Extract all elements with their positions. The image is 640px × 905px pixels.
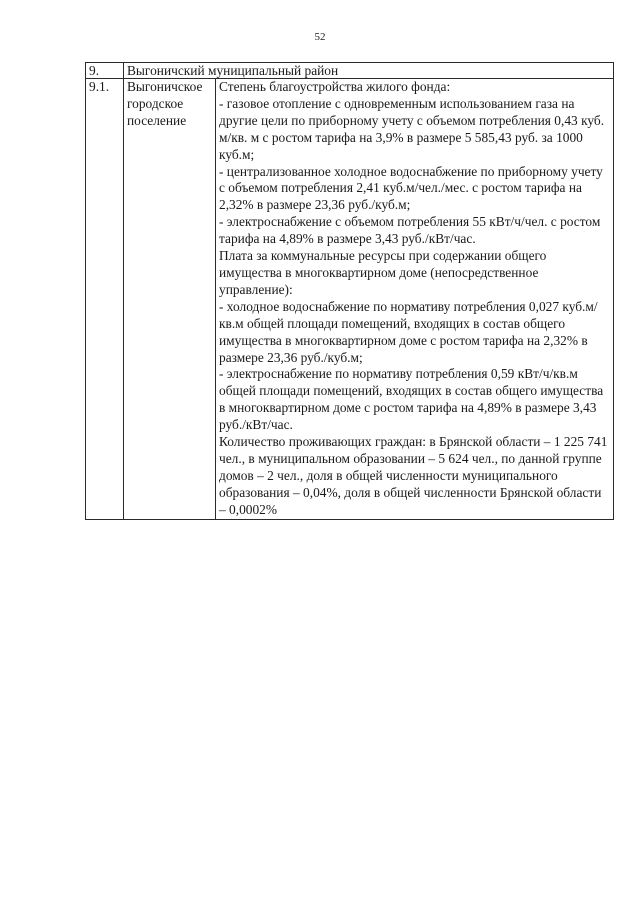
description-cell	[216, 79, 614, 520]
section-title: Выгоничский муниципальный район	[124, 63, 614, 79]
section-row	[86, 63, 614, 79]
row-number: 9.1.	[86, 79, 124, 520]
tariff-table	[85, 62, 614, 520]
description-line: Степень благоустройства жилого фонда:	[219, 79, 451, 94]
description-line: - централизованное холодное водоснабжение по приборному учету с объемом потребления 2,41 куб.м/чел./мес. с ростом тарифа на 2,32% в размере 23,36 руб./куб.м;	[219, 163, 603, 213]
description-line: - газовое отопление с одновременным использованием газа на другие цели по приборному учету с объемом потребления 0,43 куб. м/кв. м с ростом тарифа на 3,9% в размере 5 585,43 руб. за 1000 куб.м;	[219, 95, 605, 162]
description-line: - холодное водоснабжение по нормативу потребления 0,027 куб.м/кв.м общей площади помещений, входящих в состав общего имущества в многоквартирном доме с ростом тарифа на 2,32% в размере 23,36 руб./куб.м;	[219, 298, 598, 365]
section-number: 9.	[86, 63, 124, 79]
table-row	[86, 79, 614, 520]
settlement-name: Выгоничское городское поселение	[124, 79, 216, 520]
description-line: Плата за коммунальные ресурсы при содержании общего имущества в многоквартирном доме (непосредственное управление):	[219, 248, 547, 297]
description-line: - электроснабжение с объемом потребления 55 кВт/ч/чел. с ростом тарифа на 4,89% в размере 3,43 руб./кВт/час.	[219, 214, 601, 247]
description-line: Количество проживающих граждан: в Брянской области – 1 225 741 чел., в муниципальном образовании – 5 624 чел., по данной группе домов – 2 чел., доля в общей численности муниципального образования – 0,04%, доля в общей численности Брянской области – 0,0002%	[219, 434, 608, 517]
description-line: - электроснабжение по нормативу потребления 0,59 кВт/ч/кв.м общей площади помещений, входящих в состав общего имущества в многоквартирном доме с ростом тарифа на 4,89% в размере 3,43 руб./кВт/час.	[219, 366, 604, 433]
page-number: 52	[314, 31, 326, 43]
